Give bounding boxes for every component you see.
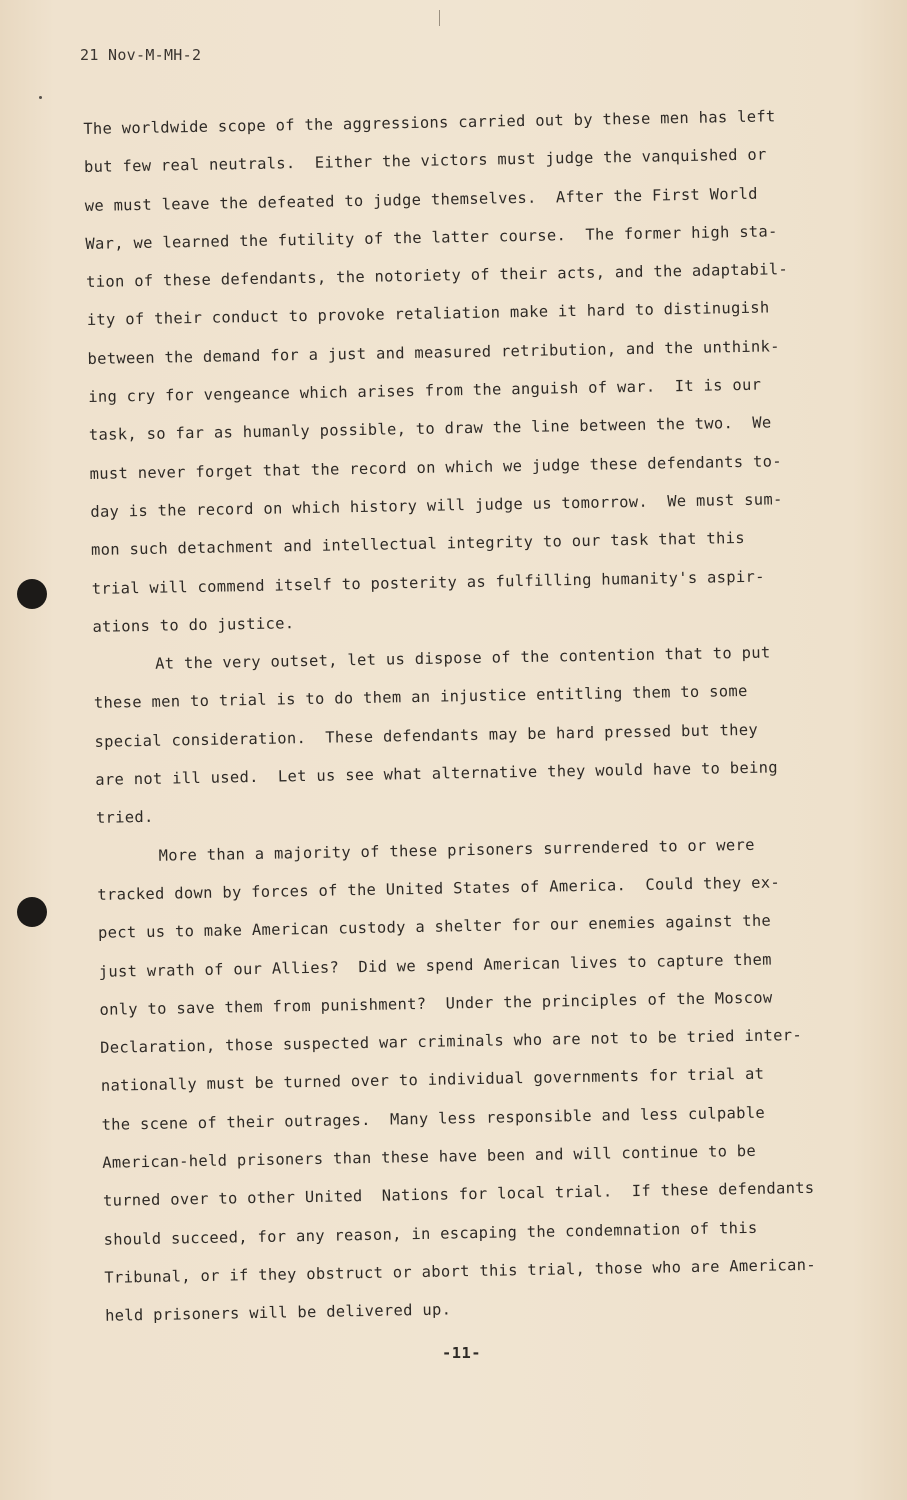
text-line: The worldwide scope of the aggressions carried out by these men has left xyxy=(83,107,776,138)
text-line: American-held prisoners than these have been and will continue to be xyxy=(102,1141,757,1172)
text-line: are not ill used. Let us see what alternative they would have to being xyxy=(95,758,779,789)
text-line: Declaration, those suspected war criminals who are not to be tried inter- xyxy=(100,1026,803,1057)
body-text xyxy=(83,97,825,1335)
text-line: day is the record on which history will judge us tomorrow. We must sum- xyxy=(90,490,783,521)
text-line: we must leave the defeated to judge themselves. After the First World xyxy=(84,184,758,215)
text-line: between the demand for a just and measured retribution, and the unthink- xyxy=(87,337,780,368)
text-line: ations to do justice. xyxy=(92,614,295,636)
text-line: but few real neutrals. Either the victors must judge the vanquished or xyxy=(83,145,767,177)
text-line: War, we learned the futility of the latter course. The former high sta- xyxy=(85,222,778,253)
punch-hole xyxy=(17,579,47,609)
paragraph-3 xyxy=(96,824,825,1335)
text-line: tracked down by forces of the United States of America. Could they ex- xyxy=(97,873,781,904)
punch-hole xyxy=(17,897,47,927)
text-line: More than a majority of these prisoners surrendered to or were xyxy=(158,835,755,865)
text-line: these men to trial is to do them an injustice entitling them to some xyxy=(93,682,748,713)
document-id: 21 Nov-M-MH-2 xyxy=(80,46,202,64)
text-line: turned over to other United Nations for local trial. If these defendants xyxy=(102,1179,815,1211)
text-line: ing cry for vengeance which arises from the anguish of war. It is our xyxy=(88,375,762,407)
text-line: mon such detachment and intellectual integrity to our task that this xyxy=(90,529,746,560)
text-line: nationally must be turned over to individual governments for trial at xyxy=(100,1065,765,1096)
text-line: Tribunal, or if they obstruct or abort this trial, those who are American- xyxy=(104,1255,817,1287)
text-line: tion of these defendants, the notoriety of their acts, and the adaptabil- xyxy=(85,260,789,292)
text-line: just wrath of our Allies? Did we spend American lives to capture them xyxy=(98,950,772,981)
text-line: the scene of their outrages. Many less responsible and less culpable xyxy=(101,1103,766,1134)
text-line: At the very outset, let us dispose of the contention that to put xyxy=(154,643,771,673)
text-line: should succeed, for any reason, in escaping the condemnation of this xyxy=(103,1218,758,1249)
text-line: ity of their conduct to provoke retaliation make it hard to distinugish xyxy=(86,298,770,330)
text-line: pect us to make American custody a shelter for our enemies against the xyxy=(97,911,772,943)
text-line: only to save them from punishment? Under the principles of the Moscow xyxy=(99,988,773,1019)
text-line: trial will commend itself to posterity as fulfilling humanity's aspir- xyxy=(91,567,765,598)
page-number: -11- xyxy=(442,1344,482,1362)
text-line: task, so far as humanly possible, to draw the line between the two. We xyxy=(88,413,772,445)
paragraph-1 xyxy=(83,97,813,646)
text-line: held prisoners will be delivered up. xyxy=(104,1300,452,1325)
text-line: tried. xyxy=(95,808,154,828)
paper-speck xyxy=(39,96,42,99)
text-line: must never forget that the record on which we judge these defendants to- xyxy=(89,451,783,483)
text-line: special consideration. These defendants may be hard pressed but they xyxy=(94,720,759,751)
paragraph-2 xyxy=(93,633,816,838)
paper-mark xyxy=(439,10,440,26)
